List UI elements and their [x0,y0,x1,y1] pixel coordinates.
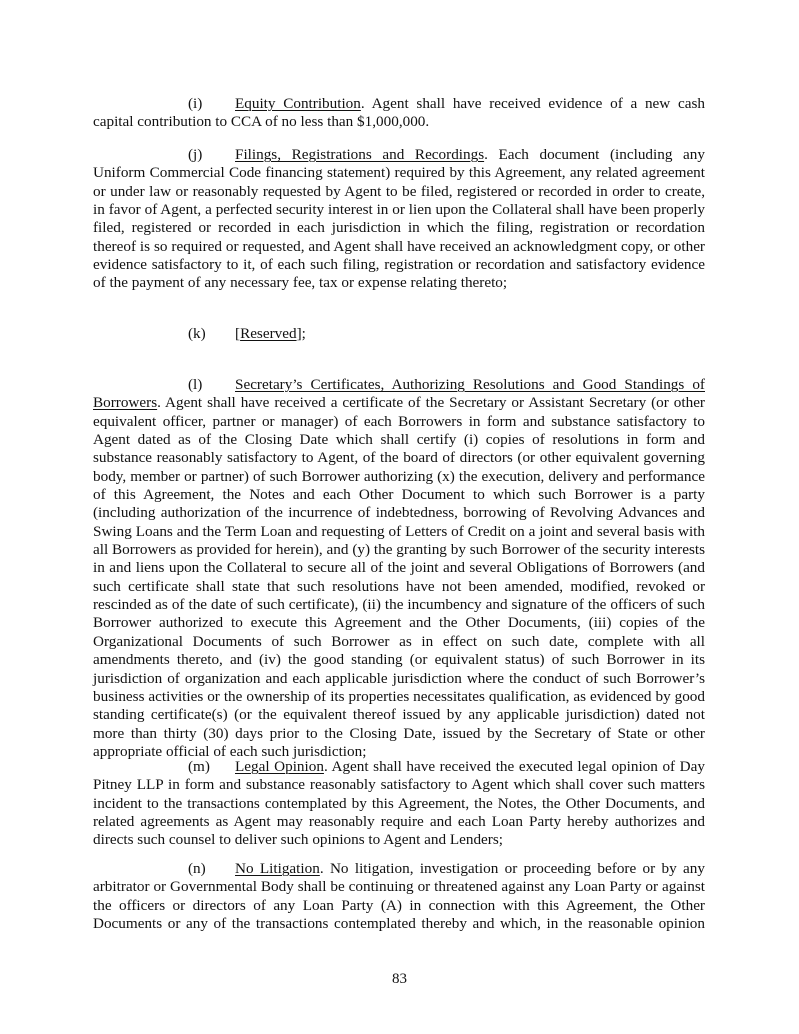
section-heading: Filings, Registrations and Recordings [235,146,485,163]
heading-punctuation: . [360,95,365,112]
section-m-legal-opinion [93,758,705,850]
section-label: (k) [188,325,206,342]
section-n-no-litigation [93,860,705,933]
section-i-equity-contribution [93,95,705,132]
section-body: Agent shall have received a certificate of the Secretary or Assistant Secretary (or other equivalent officer, partner or manager) of each Borrowers in form and substance satisfactory to Agent dated as of the Closing Date which shall certify (i) copies of resolutions in form and substance reasonably satisfactory to Agent, of the board of directors (or other equivalent governing body, member or partner) of such Borrower authorizing (x) the execution, delivery and performance of this Agreement, the Notes and each Other Document to which such Borrower is a party (including authorization of the incurrence of indebtedness, borrowing of Revolving Advances and Swing Loans and the Term Loan and requesting of Letters of Credit on a joint and several basis with all Borrowers as provided for herein), and (y) the granting by such Borrower of the security interests in and liens upon the Collateral to secure all of the joint and several Obligations of Borrowers (and such certificate shall state that such resolutions have not been amended, modified, revoked or rescinded as of the date of such certificate), (ii) the incumbency and signature of the officers of such Borrower authorized to execute this Agreement and the Other Documents, (iii) copies of the Organizational Documents of such Borrower as in effect on such date, complete with all amendments thereto, and (iv) the good standing (or equivalent status) of such Borrower in its jurisdiction of organization and each applicable jurisdiction where the conduct of such Borrower’s business activities or the ownership of its properties necessitates qualification, as evidenced by good standing certificate(s) (or the equivalent thereof issued by any applicable jurisdiction) dated not more than thirty (30) days prior to the Closing Date, issued by the Secretary of State or other appropriate official of each such jurisdiction; [93,394,705,760]
section-heading: Secretary’s Certificates, Authorizing Resolutions and Good Standings of Borrowers [93,376,705,412]
section-l-secretary-certificates [93,376,705,761]
section-heading: Reserved [240,325,297,342]
section-label: (i) [188,95,203,112]
heading-punctuation: . [484,146,488,163]
heading-punctuation: . [323,758,328,775]
heading-punctuation: . [157,394,161,412]
bracket-open: [ [235,325,241,342]
section-heading: Equity Contribution [235,95,361,112]
section-label: (n) [188,860,206,877]
section-k-reserved [93,325,705,343]
section-body: Each document (including any Uniform Commercial Code financing statement) required by this Agreement, any related agreement or under law or reasonably requested by Agent to be filed, registered or recorded in order to create, in favor of Agent, a perfected security interest in or lien upon the Collateral shall have been properly filed, registered or recorded in each jurisdiction in which the filing, registration or recordation thereof is so required or requested, and Agent shall have received an acknowledgment copy, or other evidence satisfactory to it, of each such filing, registration or recordation and satisfactory evidence of the payment of any necessary fee, tax or expense relating thereto; [93,146,705,292]
page-number: 83 [392,971,407,987]
heading-punctuation: . [319,860,324,877]
section-label: (j) [188,146,203,163]
section-heading: Legal Opinion [235,758,324,775]
section-body: Agent shall have received the executed legal opinion of Day Pitney LLP in form and substance reasonably satisfactory to Agent which shall cover such matters incident to the transactions contemplated by this Agreement, the Notes, the Other Documents, and related agreements as Agent may reasonably require and each Loan Party hereby authorizes and directs such counsel to deliver such opinions to Agent and Lenders; [93,758,705,849]
section-j-filings [93,146,705,293]
heading-punctuation: ]; [296,325,306,342]
section-body: Agent shall have received evidence of a new cash capital contribution to CCA of no less than $1,000,000. [93,95,705,131]
section-label: (m) [188,758,210,775]
section-label: (l) [188,376,203,393]
section-body: No litigation, investigation or proceeding before or by any arbitrator or Governmental Body shall be continuing or threatened against any Loan Party or against the officers or directors of any Loan Party (A) in connection with this Agreement, the Other Documents or any of the transactions contemplated thereby and which, in the reasonable opinion [93,860,705,933]
section-heading: No Litigation [235,860,320,877]
